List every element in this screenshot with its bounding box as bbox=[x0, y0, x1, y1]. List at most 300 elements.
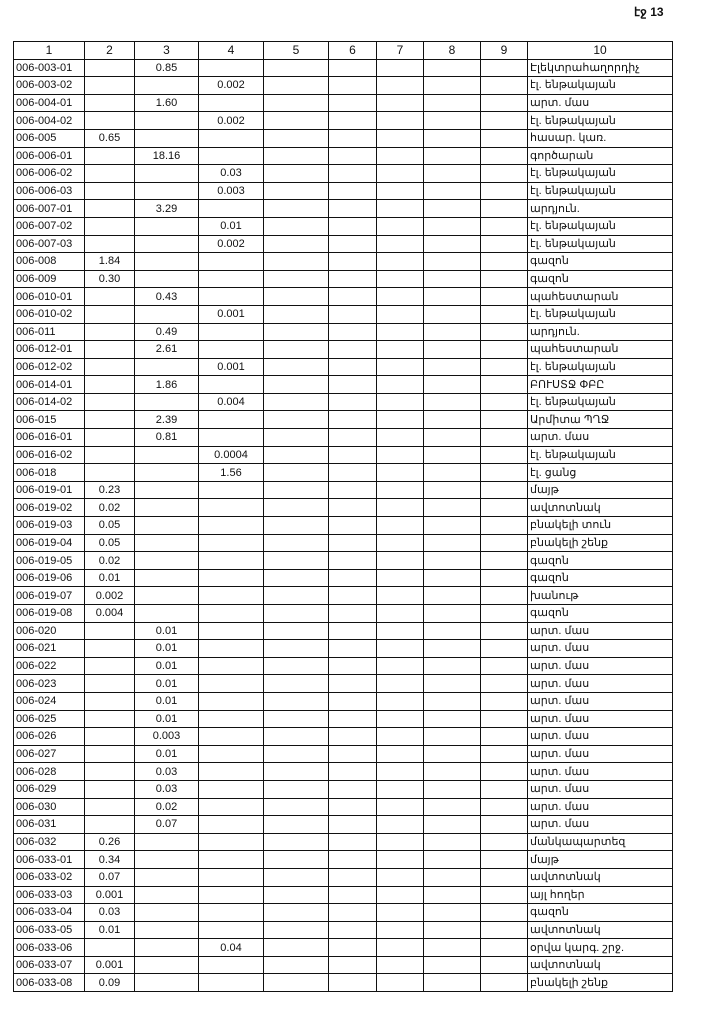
table-row bbox=[14, 798, 673, 816]
col3-value-cell bbox=[135, 868, 199, 886]
land-use-cell: ավտոտնակ bbox=[528, 499, 673, 517]
col7-cell bbox=[377, 77, 424, 95]
table-row bbox=[14, 270, 673, 288]
col7-cell bbox=[377, 745, 424, 763]
col7-cell bbox=[377, 904, 424, 922]
parcel-code-cell: 006-033-01 bbox=[14, 851, 85, 869]
land-use-cell: էլ. ենթակայան bbox=[528, 393, 673, 411]
col5-cell bbox=[264, 675, 329, 693]
parcel-code-cell: 006-031 bbox=[14, 816, 85, 834]
col7-cell bbox=[377, 534, 424, 552]
col4-value-cell: 1.56 bbox=[199, 464, 264, 482]
col8-cell bbox=[424, 534, 481, 552]
land-use-cell: արդյուն. bbox=[528, 200, 673, 218]
col4-value-cell bbox=[199, 534, 264, 552]
col2-value-cell bbox=[85, 182, 135, 200]
col2-value-cell: 0.002 bbox=[85, 587, 135, 605]
table-row bbox=[14, 94, 673, 112]
col3-value-cell bbox=[135, 956, 199, 974]
col8-cell bbox=[424, 657, 481, 675]
land-use-cell: պահեստարան bbox=[528, 288, 673, 306]
col5-cell bbox=[264, 622, 329, 640]
col2-value-cell bbox=[85, 692, 135, 710]
land-use-cell: էլ. ենթակայան bbox=[528, 112, 673, 130]
parcel-code-cell: 006-033-08 bbox=[14, 974, 85, 992]
col8-cell bbox=[424, 270, 481, 288]
col8-cell bbox=[424, 305, 481, 323]
col7-cell bbox=[377, 147, 424, 165]
header-row bbox=[14, 42, 673, 60]
col2-value-cell bbox=[85, 446, 135, 464]
parcel-code-cell: 006-006-02 bbox=[14, 165, 85, 183]
col4-value-cell bbox=[199, 728, 264, 746]
col5-cell bbox=[264, 904, 329, 922]
table-row bbox=[14, 939, 673, 957]
col2-value-cell bbox=[85, 235, 135, 253]
col2-value-cell: 0.01 bbox=[85, 921, 135, 939]
col7-cell bbox=[377, 200, 424, 218]
col4-value-cell bbox=[199, 622, 264, 640]
col5-cell bbox=[264, 341, 329, 359]
col9-cell bbox=[481, 587, 528, 605]
table-row bbox=[14, 77, 673, 95]
col7-cell bbox=[377, 569, 424, 587]
col8-cell bbox=[424, 833, 481, 851]
col5-cell bbox=[264, 657, 329, 675]
col6-cell bbox=[329, 517, 377, 535]
land-use-cell: էլ. ենթակայան bbox=[528, 77, 673, 95]
land-use-cell: գործարան bbox=[528, 147, 673, 165]
land-use-cell: արտ. մաս bbox=[528, 675, 673, 693]
parcel-code-cell: 006-033-06 bbox=[14, 939, 85, 957]
table-row bbox=[14, 833, 673, 851]
col7-cell bbox=[377, 288, 424, 306]
col4-value-cell bbox=[199, 675, 264, 693]
col7-cell bbox=[377, 341, 424, 359]
column-header-3: 3 bbox=[135, 42, 199, 60]
parcel-code-cell: 006-020 bbox=[14, 622, 85, 640]
col6-cell bbox=[329, 675, 377, 693]
col5-cell bbox=[264, 833, 329, 851]
col3-value-cell bbox=[135, 517, 199, 535]
col9-cell bbox=[481, 147, 528, 165]
col2-value-cell bbox=[85, 780, 135, 798]
land-use-cell: մայթ bbox=[528, 481, 673, 499]
table-row bbox=[14, 622, 673, 640]
col5-cell bbox=[264, 411, 329, 429]
table-row bbox=[14, 587, 673, 605]
col7-cell bbox=[377, 851, 424, 869]
parcel-code-cell: 006-016-02 bbox=[14, 446, 85, 464]
col3-value-cell: 0.01 bbox=[135, 622, 199, 640]
table-row bbox=[14, 147, 673, 165]
col6-cell bbox=[329, 956, 377, 974]
col2-value-cell: 0.09 bbox=[85, 974, 135, 992]
col7-cell bbox=[377, 816, 424, 834]
col8-cell bbox=[424, 780, 481, 798]
col7-cell bbox=[377, 728, 424, 746]
col3-value-cell: 2.61 bbox=[135, 341, 199, 359]
col7-cell bbox=[377, 552, 424, 570]
col5-cell bbox=[264, 763, 329, 781]
col5-cell bbox=[264, 147, 329, 165]
col3-value-cell: 0.01 bbox=[135, 710, 199, 728]
table-row bbox=[14, 235, 673, 253]
table-row bbox=[14, 499, 673, 517]
col3-value-cell: 1.60 bbox=[135, 94, 199, 112]
col5-cell bbox=[264, 288, 329, 306]
col7-cell bbox=[377, 393, 424, 411]
col9-cell bbox=[481, 886, 528, 904]
col8-cell bbox=[424, 851, 481, 869]
column-header-9: 9 bbox=[481, 42, 528, 60]
land-use-cell: այլ հողեր bbox=[528, 886, 673, 904]
col9-cell bbox=[481, 816, 528, 834]
land-use-cell: արդյուն. bbox=[528, 323, 673, 341]
col2-value-cell: 0.34 bbox=[85, 851, 135, 869]
col3-value-cell: 1.86 bbox=[135, 376, 199, 394]
col2-value-cell bbox=[85, 94, 135, 112]
col6-cell bbox=[329, 587, 377, 605]
col7-cell bbox=[377, 59, 424, 77]
col5-cell bbox=[264, 77, 329, 95]
col3-value-cell: 0.03 bbox=[135, 763, 199, 781]
table-row bbox=[14, 956, 673, 974]
col8-cell bbox=[424, 517, 481, 535]
col4-value-cell: 0.01 bbox=[199, 217, 264, 235]
table-row bbox=[14, 569, 673, 587]
col5-cell bbox=[264, 305, 329, 323]
col2-value-cell bbox=[85, 429, 135, 447]
table-row bbox=[14, 534, 673, 552]
col5-cell bbox=[264, 94, 329, 112]
land-use-cell: բնակելի տուն bbox=[528, 517, 673, 535]
col4-value-cell: 0.0004 bbox=[199, 446, 264, 464]
col8-cell bbox=[424, 605, 481, 623]
col5-cell bbox=[264, 200, 329, 218]
col2-value-cell bbox=[85, 411, 135, 429]
col7-cell bbox=[377, 94, 424, 112]
col4-value-cell bbox=[199, 763, 264, 781]
col5-cell bbox=[264, 182, 329, 200]
parcel-code-cell: 006-018 bbox=[14, 464, 85, 482]
table-row bbox=[14, 904, 673, 922]
col7-cell bbox=[377, 112, 424, 130]
parcel-code-cell: 006-007-01 bbox=[14, 200, 85, 218]
col8-cell bbox=[424, 200, 481, 218]
col8-cell bbox=[424, 692, 481, 710]
land-use-cell: Էլեկտրահաղորդիչ bbox=[528, 59, 673, 77]
land-use-cell: ավտոտնակ bbox=[528, 956, 673, 974]
col8-cell bbox=[424, 763, 481, 781]
col3-value-cell bbox=[135, 939, 199, 957]
parcel-code-cell: 006-007-02 bbox=[14, 217, 85, 235]
col2-value-cell bbox=[85, 217, 135, 235]
land-use-cell: Արմիտա ՊՂՋ bbox=[528, 411, 673, 429]
land-use-cell: արտ. մաս bbox=[528, 710, 673, 728]
table-row bbox=[14, 763, 673, 781]
parcel-code-cell: 006-006-01 bbox=[14, 147, 85, 165]
col9-cell bbox=[481, 429, 528, 447]
col9-cell bbox=[481, 622, 528, 640]
col8-cell bbox=[424, 393, 481, 411]
table-row bbox=[14, 182, 673, 200]
col5-cell bbox=[264, 780, 329, 798]
col9-cell bbox=[481, 499, 528, 517]
col6-cell bbox=[329, 341, 377, 359]
col2-value-cell: 0.05 bbox=[85, 534, 135, 552]
col7-cell bbox=[377, 253, 424, 271]
col4-value-cell bbox=[199, 569, 264, 587]
col5-cell bbox=[264, 569, 329, 587]
col7-cell bbox=[377, 833, 424, 851]
parcel-code-cell: 006-009 bbox=[14, 270, 85, 288]
col7-cell bbox=[377, 499, 424, 517]
land-use-cell: արտ. մաս bbox=[528, 728, 673, 746]
parcel-code-cell: 006-016-01 bbox=[14, 429, 85, 447]
table-row bbox=[14, 323, 673, 341]
parcel-code-cell: 006-032 bbox=[14, 833, 85, 851]
col3-value-cell bbox=[135, 235, 199, 253]
col6-cell bbox=[329, 974, 377, 992]
parcel-code-cell: 006-021 bbox=[14, 640, 85, 658]
col3-value-cell bbox=[135, 904, 199, 922]
land-use-cell: էլ. ենթակայան bbox=[528, 165, 673, 183]
col2-value-cell bbox=[85, 288, 135, 306]
col9-cell bbox=[481, 481, 528, 499]
col8-cell bbox=[424, 129, 481, 147]
col9-cell bbox=[481, 411, 528, 429]
col5-cell bbox=[264, 974, 329, 992]
col2-value-cell: 0.001 bbox=[85, 956, 135, 974]
col8-cell bbox=[424, 904, 481, 922]
col9-cell bbox=[481, 253, 528, 271]
col6-cell bbox=[329, 481, 377, 499]
col6-cell bbox=[329, 200, 377, 218]
parcel-code-cell: 006-028 bbox=[14, 763, 85, 781]
parcel-code-cell: 006-012-02 bbox=[14, 358, 85, 376]
col3-value-cell bbox=[135, 217, 199, 235]
col3-value-cell bbox=[135, 851, 199, 869]
col3-value-cell bbox=[135, 534, 199, 552]
col2-value-cell bbox=[85, 745, 135, 763]
table-row bbox=[14, 200, 673, 218]
col4-value-cell bbox=[199, 710, 264, 728]
col4-value-cell bbox=[199, 129, 264, 147]
parcel-code-cell: 006-019-03 bbox=[14, 517, 85, 535]
col3-value-cell bbox=[135, 974, 199, 992]
col6-cell bbox=[329, 798, 377, 816]
col9-cell bbox=[481, 200, 528, 218]
col3-value-cell: 0.01 bbox=[135, 692, 199, 710]
parcel-code-cell: 006-004-02 bbox=[14, 112, 85, 130]
parcel-code-cell: 006-010-01 bbox=[14, 288, 85, 306]
land-use-cell: գազոն bbox=[528, 552, 673, 570]
column-header-4: 4 bbox=[199, 42, 264, 60]
table-row bbox=[14, 640, 673, 658]
col7-cell bbox=[377, 868, 424, 886]
col4-value-cell: 0.001 bbox=[199, 305, 264, 323]
col6-cell bbox=[329, 411, 377, 429]
col5-cell bbox=[264, 464, 329, 482]
col2-value-cell: 0.07 bbox=[85, 868, 135, 886]
col3-value-cell bbox=[135, 569, 199, 587]
col4-value-cell: 0.001 bbox=[199, 358, 264, 376]
col4-value-cell bbox=[199, 200, 264, 218]
col5-cell bbox=[264, 816, 329, 834]
col6-cell bbox=[329, 622, 377, 640]
col9-cell bbox=[481, 59, 528, 77]
col7-cell bbox=[377, 921, 424, 939]
col3-value-cell bbox=[135, 129, 199, 147]
col6-cell bbox=[329, 816, 377, 834]
col6-cell bbox=[329, 904, 377, 922]
col7-cell bbox=[377, 429, 424, 447]
col3-value-cell bbox=[135, 270, 199, 288]
col8-cell bbox=[424, 939, 481, 957]
col4-value-cell: 0.002 bbox=[199, 235, 264, 253]
col4-value-cell bbox=[199, 288, 264, 306]
col3-value-cell bbox=[135, 605, 199, 623]
land-use-cell: հասար. կառ. bbox=[528, 129, 673, 147]
col4-value-cell bbox=[199, 816, 264, 834]
col8-cell bbox=[424, 956, 481, 974]
col3-value-cell: 0.01 bbox=[135, 745, 199, 763]
col6-cell bbox=[329, 77, 377, 95]
parcel-code-cell: 006-007-03 bbox=[14, 235, 85, 253]
col9-cell bbox=[481, 112, 528, 130]
land-use-cell: արտ. մաս bbox=[528, 816, 673, 834]
col7-cell bbox=[377, 270, 424, 288]
parcel-code-cell: 006-006-03 bbox=[14, 182, 85, 200]
col9-cell bbox=[481, 464, 528, 482]
col4-value-cell bbox=[199, 904, 264, 922]
col5-cell bbox=[264, 851, 329, 869]
col6-cell bbox=[329, 886, 377, 904]
col3-value-cell bbox=[135, 552, 199, 570]
col4-value-cell bbox=[199, 376, 264, 394]
col4-value-cell bbox=[199, 640, 264, 658]
table-row bbox=[14, 59, 673, 77]
col7-cell bbox=[377, 411, 424, 429]
column-header-1: 1 bbox=[14, 42, 85, 60]
col7-cell bbox=[377, 622, 424, 640]
col9-cell bbox=[481, 217, 528, 235]
col2-value-cell bbox=[85, 675, 135, 693]
col5-cell bbox=[264, 393, 329, 411]
col3-value-cell bbox=[135, 305, 199, 323]
col5-cell bbox=[264, 270, 329, 288]
col3-value-cell: 0.01 bbox=[135, 640, 199, 658]
col6-cell bbox=[329, 182, 377, 200]
col6-cell bbox=[329, 921, 377, 939]
land-use-cell: օրվա կարգ. շրջ. bbox=[528, 939, 673, 957]
col4-value-cell bbox=[199, 587, 264, 605]
col6-cell bbox=[329, 692, 377, 710]
col6-cell bbox=[329, 763, 377, 781]
table-row bbox=[14, 675, 673, 693]
table-row bbox=[14, 288, 673, 306]
col9-cell bbox=[481, 640, 528, 658]
col3-value-cell bbox=[135, 165, 199, 183]
land-use-cell: ավտոտնակ bbox=[528, 921, 673, 939]
col2-value-cell bbox=[85, 59, 135, 77]
table-row bbox=[14, 217, 673, 235]
col6-cell bbox=[329, 147, 377, 165]
parcel-code-cell: 006-033-07 bbox=[14, 956, 85, 974]
table-row bbox=[14, 112, 673, 130]
col7-cell bbox=[377, 446, 424, 464]
col4-value-cell bbox=[199, 692, 264, 710]
col7-cell bbox=[377, 376, 424, 394]
parcel-code-cell: 006-019-08 bbox=[14, 605, 85, 623]
col2-value-cell: 0.26 bbox=[85, 833, 135, 851]
col3-value-cell: 0.43 bbox=[135, 288, 199, 306]
col9-cell bbox=[481, 956, 528, 974]
col4-value-cell bbox=[199, 974, 264, 992]
land-use-cell: արտ. մաս bbox=[528, 745, 673, 763]
col7-cell bbox=[377, 710, 424, 728]
col3-value-cell bbox=[135, 358, 199, 376]
col5-cell bbox=[264, 481, 329, 499]
col9-cell bbox=[481, 763, 528, 781]
col4-value-cell bbox=[199, 657, 264, 675]
col8-cell bbox=[424, 112, 481, 130]
col5-cell bbox=[264, 939, 329, 957]
col9-cell bbox=[481, 305, 528, 323]
table-row bbox=[14, 886, 673, 904]
land-use-cell: արտ. մաս bbox=[528, 94, 673, 112]
col9-cell bbox=[481, 798, 528, 816]
col6-cell bbox=[329, 235, 377, 253]
land-use-cell: էլ. ենթակայան bbox=[528, 182, 673, 200]
col2-value-cell: 0.23 bbox=[85, 481, 135, 499]
col2-value-cell: 0.02 bbox=[85, 552, 135, 570]
col6-cell bbox=[329, 868, 377, 886]
parcel-code-cell: 006-024 bbox=[14, 692, 85, 710]
col9-cell bbox=[481, 517, 528, 535]
col3-value-cell bbox=[135, 77, 199, 95]
col7-cell bbox=[377, 640, 424, 658]
col6-cell bbox=[329, 833, 377, 851]
land-use-cell: պահեստարան bbox=[528, 341, 673, 359]
col2-value-cell: 0.30 bbox=[85, 270, 135, 288]
col4-value-cell bbox=[199, 94, 264, 112]
land-use-cell: ԲՈՒՍՏՋ ՓԲԸ bbox=[528, 376, 673, 394]
col3-value-cell bbox=[135, 182, 199, 200]
col6-cell bbox=[329, 253, 377, 271]
col3-value-cell bbox=[135, 481, 199, 499]
col3-value-cell: 0.02 bbox=[135, 798, 199, 816]
col9-cell bbox=[481, 904, 528, 922]
col8-cell bbox=[424, 640, 481, 658]
col3-value-cell: 3.29 bbox=[135, 200, 199, 218]
col7-cell bbox=[377, 217, 424, 235]
col9-cell bbox=[481, 129, 528, 147]
col3-value-cell: 2.39 bbox=[135, 411, 199, 429]
land-use-cell: արտ. մաս bbox=[528, 798, 673, 816]
col7-cell bbox=[377, 235, 424, 253]
table-row bbox=[14, 921, 673, 939]
col9-cell bbox=[481, 780, 528, 798]
col5-cell bbox=[264, 358, 329, 376]
col3-value-cell bbox=[135, 833, 199, 851]
col4-value-cell bbox=[199, 323, 264, 341]
col7-cell bbox=[377, 798, 424, 816]
col7-cell bbox=[377, 974, 424, 992]
col5-cell bbox=[264, 323, 329, 341]
col5-cell bbox=[264, 446, 329, 464]
